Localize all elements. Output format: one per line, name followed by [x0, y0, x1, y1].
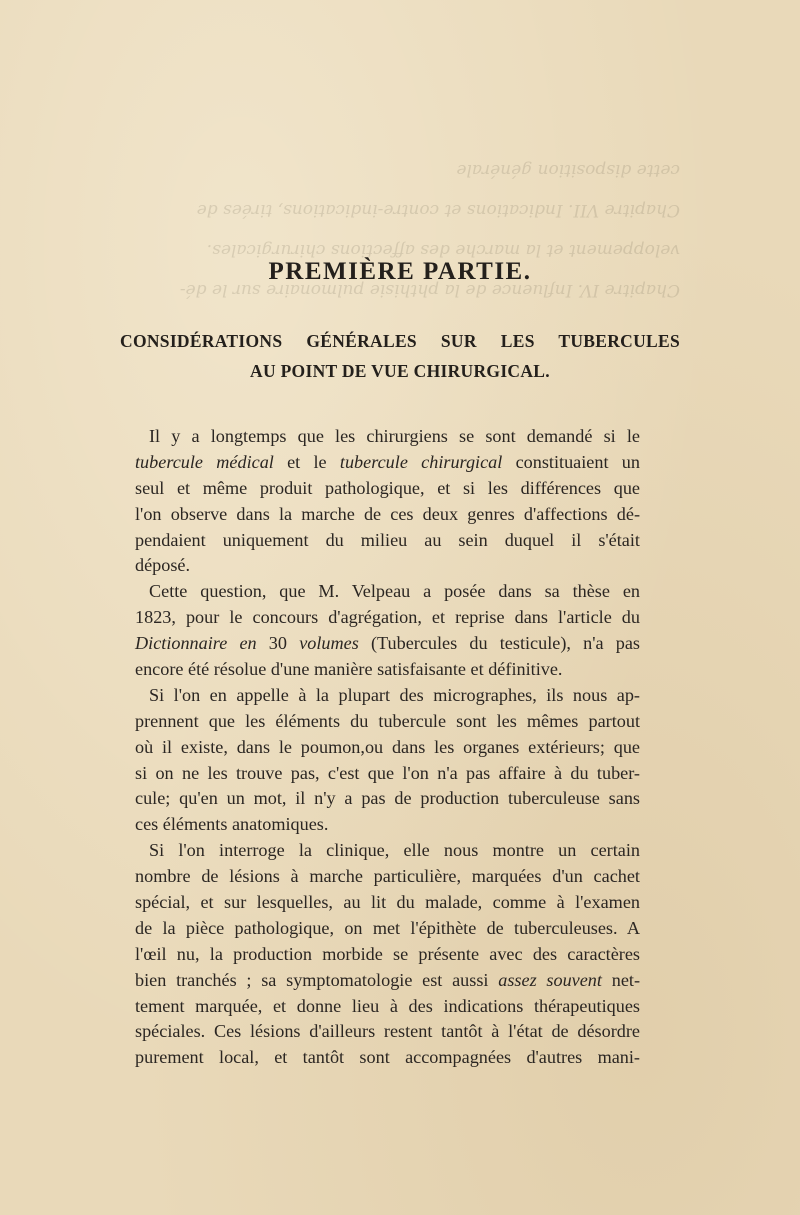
italic-run: Dictionnaire en: [135, 633, 257, 654]
text-line: [135, 605, 640, 631]
text-line: [135, 786, 640, 812]
text-line: [135, 994, 640, 1020]
text-run: Il y a longtemps que les chirurgiens se sont demandé si le: [149, 426, 640, 446]
text-line: [135, 657, 640, 683]
text-line: [135, 579, 640, 605]
text-line: [135, 553, 640, 579]
text-run: tement marquée, et donne lieu à des indications thérapeutiques: [135, 995, 640, 1016]
paragraph: [135, 683, 640, 838]
text-line: [135, 631, 640, 657]
text-line: [135, 424, 640, 450]
text-line: [135, 761, 640, 787]
text-run: de la pièce pathologique, on met l'épithète de tuberculeuses. A: [135, 917, 640, 938]
text-run: seul et même produit pathologique, et si les différences que: [135, 477, 640, 498]
paragraph: [135, 424, 640, 579]
text-run: bien tranchés ; sa symptomatologie est aussi: [135, 969, 499, 990]
body-text: [135, 424, 640, 1071]
section-title-line-1: CONSIDÉRATIONS GÉNÉRALES SUR LES TUBERCULES: [120, 331, 680, 351]
text-line: [135, 916, 640, 942]
text-line: [135, 476, 640, 502]
text-line: [135, 709, 640, 735]
text-run: nombre de lésions à marche particulière, marquées d'un cachet: [135, 866, 640, 887]
text-run: spéciales. Ces lésions d'ailleurs restent tantôt à l'état de désordre: [135, 1021, 640, 1042]
text-run: si on ne les trouve pas, c'est que l'on n'a pas affaire à du tuber-: [135, 762, 640, 783]
bleed-through-line: Chapitre IV. Influence de la phthisie pulmonaire sur le dé-: [179, 280, 680, 300]
bleed-through-text: [120, 150, 680, 310]
text-line: [135, 838, 640, 864]
text-run: où il existe, dans le poumon,ou dans les organes extérieurs; que: [135, 736, 640, 757]
paragraph: [135, 579, 640, 683]
text-run: spécial, et sur lesquelles, au lit du malade, comme à l'examen: [135, 892, 640, 913]
text-run: net-: [601, 969, 640, 990]
text-run: l'on observe dans la marche de ces deux genres d'affections dé-: [135, 503, 640, 524]
text-line: [135, 864, 640, 890]
text-line: [135, 942, 640, 968]
text-line: [135, 968, 640, 994]
italic-run: tubercule médical: [135, 451, 274, 472]
paragraph: [135, 838, 640, 1071]
bleed-through-line: cette disposition générale: [456, 160, 680, 180]
text-run: prennent que les éléments du tubercule sont les mêmes partout: [135, 710, 640, 731]
italic-run: assez souvent: [498, 969, 602, 990]
text-run: et le: [273, 451, 340, 472]
text-line: [135, 1045, 640, 1071]
italic-run: volumes: [299, 633, 359, 654]
text-run: 1823, pour le concours d'agrégation, et reprise dans l'article du: [135, 607, 640, 628]
text-run: Cette question, que M. Velpeau a posée dans sa thèse en: [149, 581, 640, 602]
text-run: Si l'on en appelle à la plupart des micrographes, ils nous ap-: [149, 684, 640, 705]
text-line: [135, 683, 640, 709]
text-line: [135, 502, 640, 528]
section-title: [120, 326, 680, 386]
text-run: purement local, et tantôt sont accompagnées d'autres mani-: [135, 1047, 640, 1068]
text-line: [135, 735, 640, 761]
text-run: (Tubercules du testicule), n'a pas: [358, 633, 641, 654]
text-line: [135, 812, 640, 838]
text-line: [135, 450, 640, 476]
text-run: déposé.: [135, 555, 191, 576]
italic-run: tubercule chirurgical: [339, 451, 503, 472]
text-run: l'œil nu, la production morbide se présente avec des caractères: [135, 943, 640, 964]
text-line: [135, 890, 640, 916]
text-run: Si l'on interroge la clinique, elle nous montre un certain: [149, 840, 640, 861]
text-run: encore été résolue d'une manière satisfaisante et définitive.: [135, 659, 563, 680]
text-run: ces éléments anatomiques.: [135, 814, 329, 835]
text-line: [135, 1019, 640, 1045]
bleed-through-line: veloppement et la marche des affections chirurgicales.: [206, 240, 680, 260]
part-title: PREMIÈRE PARTIE.: [268, 258, 532, 285]
section-title-line-2: AU POINT DE VUE CHIRURGICAL.: [250, 361, 550, 381]
text-run: constituaient un: [502, 451, 640, 472]
text-run: pendaient uniquement du milieu au sein duquel il s'était: [135, 529, 640, 550]
text-line: [135, 528, 640, 554]
text-run: 30: [256, 633, 300, 654]
text-run: cule; qu'en un mot, il n'y a pas de production tuberculeuse sans: [135, 788, 640, 809]
bleed-through-line: Chapitre VII. Indications et contre-indications, tirées de: [196, 200, 680, 220]
